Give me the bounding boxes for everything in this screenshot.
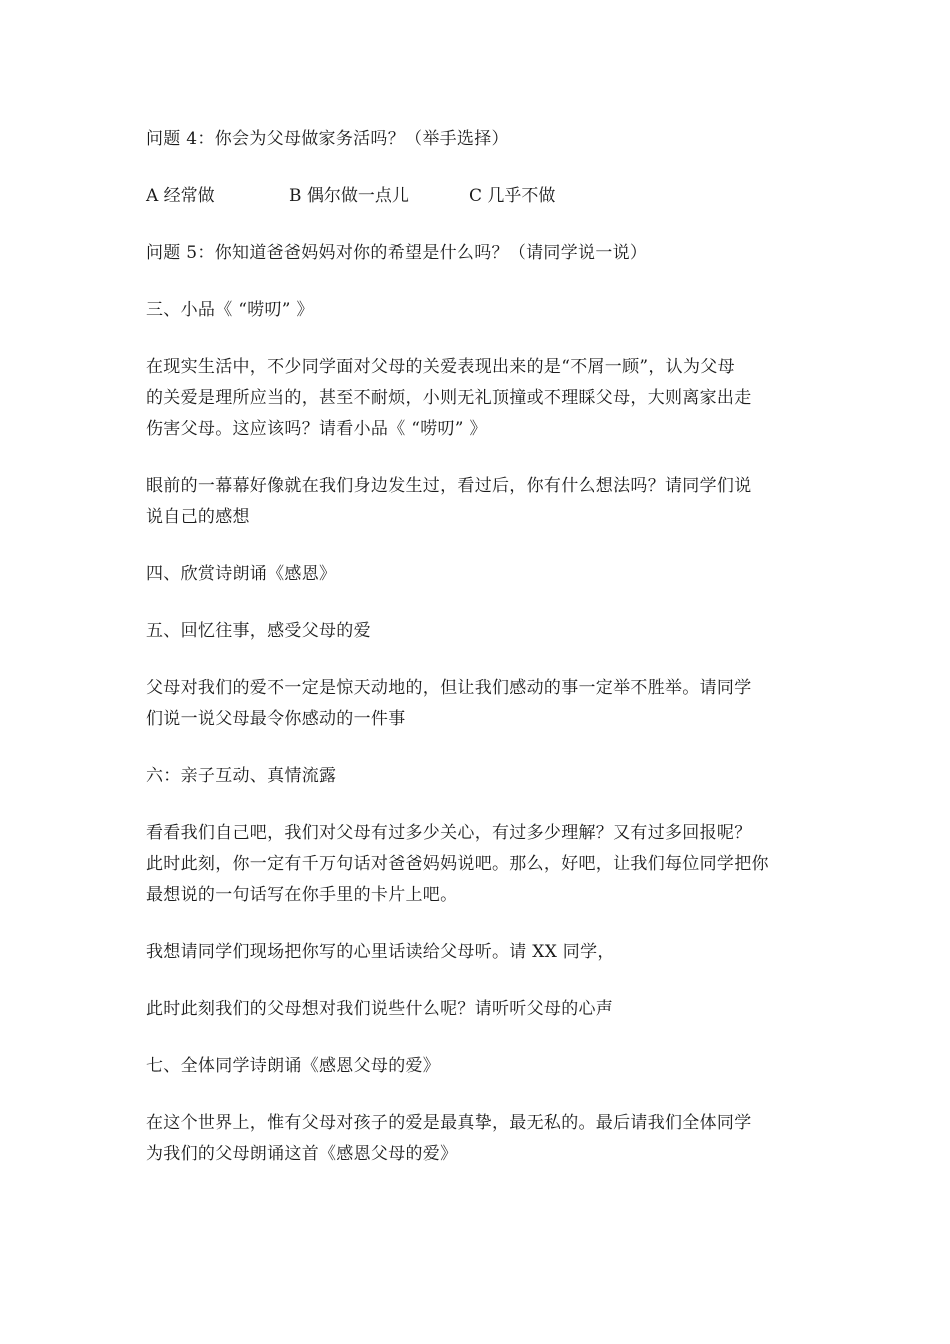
section-6-paragraph-1 bbox=[146, 818, 816, 911]
section-3-paragraph-1 bbox=[146, 352, 816, 445]
section-3-title: 三、小品《 “唠叨” 》 bbox=[146, 300, 314, 320]
section-6-paragraph-3: 此时此刻我们的父母想对我们说些什么呢？请听听父母的心声 bbox=[146, 999, 614, 1019]
section-5-paragraph-1 bbox=[146, 673, 816, 735]
document-body bbox=[146, 124, 816, 1196]
text-line: 的关爱是理所应当的，甚至不耐烦，小则无礼顶撞或不理睬父母，大则离家出走 bbox=[146, 388, 752, 408]
text-line: 眼前的一幕幕好像就在我们身边发生过，看过后，你有什么想法吗？请同学们说 bbox=[146, 476, 752, 496]
text-line: 说自己的感想 bbox=[146, 507, 250, 527]
text-line: 们说一说父母最令你感动的一件事 bbox=[146, 709, 406, 729]
question-4-options bbox=[146, 181, 816, 212]
text-line: 在现实生活中，不少同学面对父母的关爱表现出来的是“不屑一顾”，认为父母 bbox=[146, 357, 735, 377]
section-7-paragraph-1 bbox=[146, 1108, 816, 1170]
text-line: 伤害父母。这应该吗？请看小品《 “唠叨” 》 bbox=[146, 419, 487, 439]
section-6-title: 六：亲子互动、真情流露 bbox=[146, 766, 337, 786]
text-line: 此时此刻，你一定有千万句话对爸爸妈妈说吧。那么，好吧，让我们每位同学把你 bbox=[146, 854, 769, 874]
text-line: 父母对我们的爱不一定是惊天动地的，但让我们感动的事一定举不胜举。请同学 bbox=[146, 678, 752, 698]
option-c: C 几乎不做 bbox=[469, 186, 556, 206]
text-line: 最想说的一句话写在你手里的卡片上吧。 bbox=[146, 885, 458, 905]
text-line: 看看我们自己吧，我们对父母有过多少关心，有过多少理解？又有过多回报呢？ bbox=[146, 823, 752, 843]
section-5-title: 五、回忆往事，感受父母的爱 bbox=[146, 621, 371, 641]
option-a: A 经常做 bbox=[146, 186, 215, 206]
section-6-paragraph-2: 我想请同学们现场把你写的心里话读给父母听。请 XX 同学， bbox=[146, 942, 615, 962]
text-line: 在这个世界上，惟有父母对孩子的爱是最真挚，最无私的。最后请我们全体同学 bbox=[146, 1113, 752, 1133]
question-5: 问题 5：你知道爸爸妈妈对你的希望是什么吗？（请同学说一说） bbox=[146, 243, 648, 263]
question-4: 问题 4：你会为父母做家务活吗？（举手选择） bbox=[146, 129, 509, 149]
section-7-title: 七、全体同学诗朗诵《感恩父母的爱》 bbox=[146, 1056, 441, 1076]
option-b: B 偶尔做一点儿 bbox=[289, 186, 409, 206]
text-line: 为我们的父母朗诵这首《感恩父母的爱》 bbox=[146, 1144, 458, 1164]
section-4-title: 四、欣赏诗朗诵《感恩》 bbox=[146, 564, 337, 584]
section-3-paragraph-2 bbox=[146, 471, 816, 533]
